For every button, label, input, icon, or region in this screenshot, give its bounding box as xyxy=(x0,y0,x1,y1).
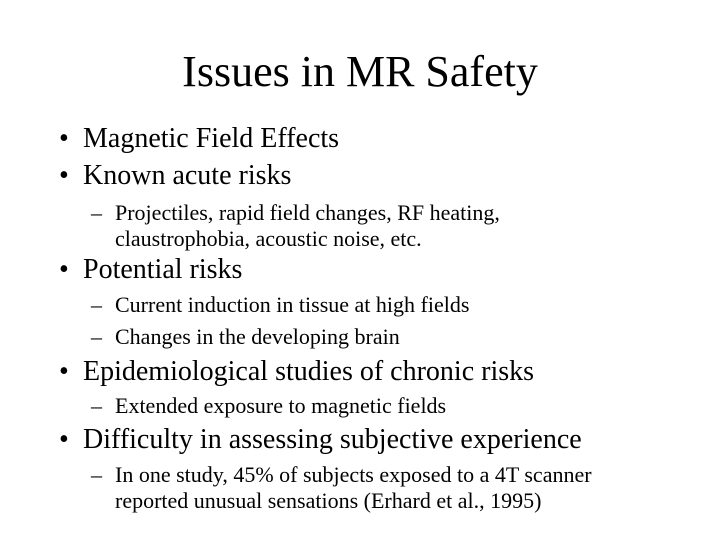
slide-title: Issues in MR Safety xyxy=(182,47,538,96)
sub-item-text: Extended exposure to magnetic fields xyxy=(115,393,447,418)
sub-item-text-line-1: Projectiles, rapid field changes, RF heating, xyxy=(115,200,500,225)
bullet-text: Difficulty in assessing subjective experience xyxy=(83,424,582,455)
dash-glyph: – xyxy=(91,292,102,317)
dash-glyph: – xyxy=(91,324,102,349)
bullet-glyph: • xyxy=(59,160,69,191)
bullet-text: Potential risks xyxy=(83,254,243,285)
dash-glyph: – xyxy=(91,200,102,225)
sub-item-text-line-1: In one study, 45% of subjects exposed to a 4T scanner xyxy=(115,462,592,487)
bullet-glyph: • xyxy=(59,356,69,387)
bullet-glyph: • xyxy=(59,123,69,154)
dash-glyph: – xyxy=(91,462,102,487)
bullet-text: Magnetic Field Effects xyxy=(83,123,340,154)
sub-item-text: Current induction in tissue at high fields xyxy=(115,292,470,317)
dash-glyph: – xyxy=(91,393,102,418)
sub-item-text: Changes in the developing brain xyxy=(115,324,400,349)
sub-item-text-line-2: reported unusual sensations (Erhard et al., 1995) xyxy=(115,488,542,513)
bullet-text: Known acute risks xyxy=(83,160,292,191)
bullet-glyph: • xyxy=(59,424,69,455)
bullet-glyph: • xyxy=(59,254,69,285)
sub-item-text-line-2: claustrophobia, acoustic noise, etc. xyxy=(115,226,422,251)
bullet-text: Epidemiological studies of chronic risks xyxy=(83,356,535,387)
